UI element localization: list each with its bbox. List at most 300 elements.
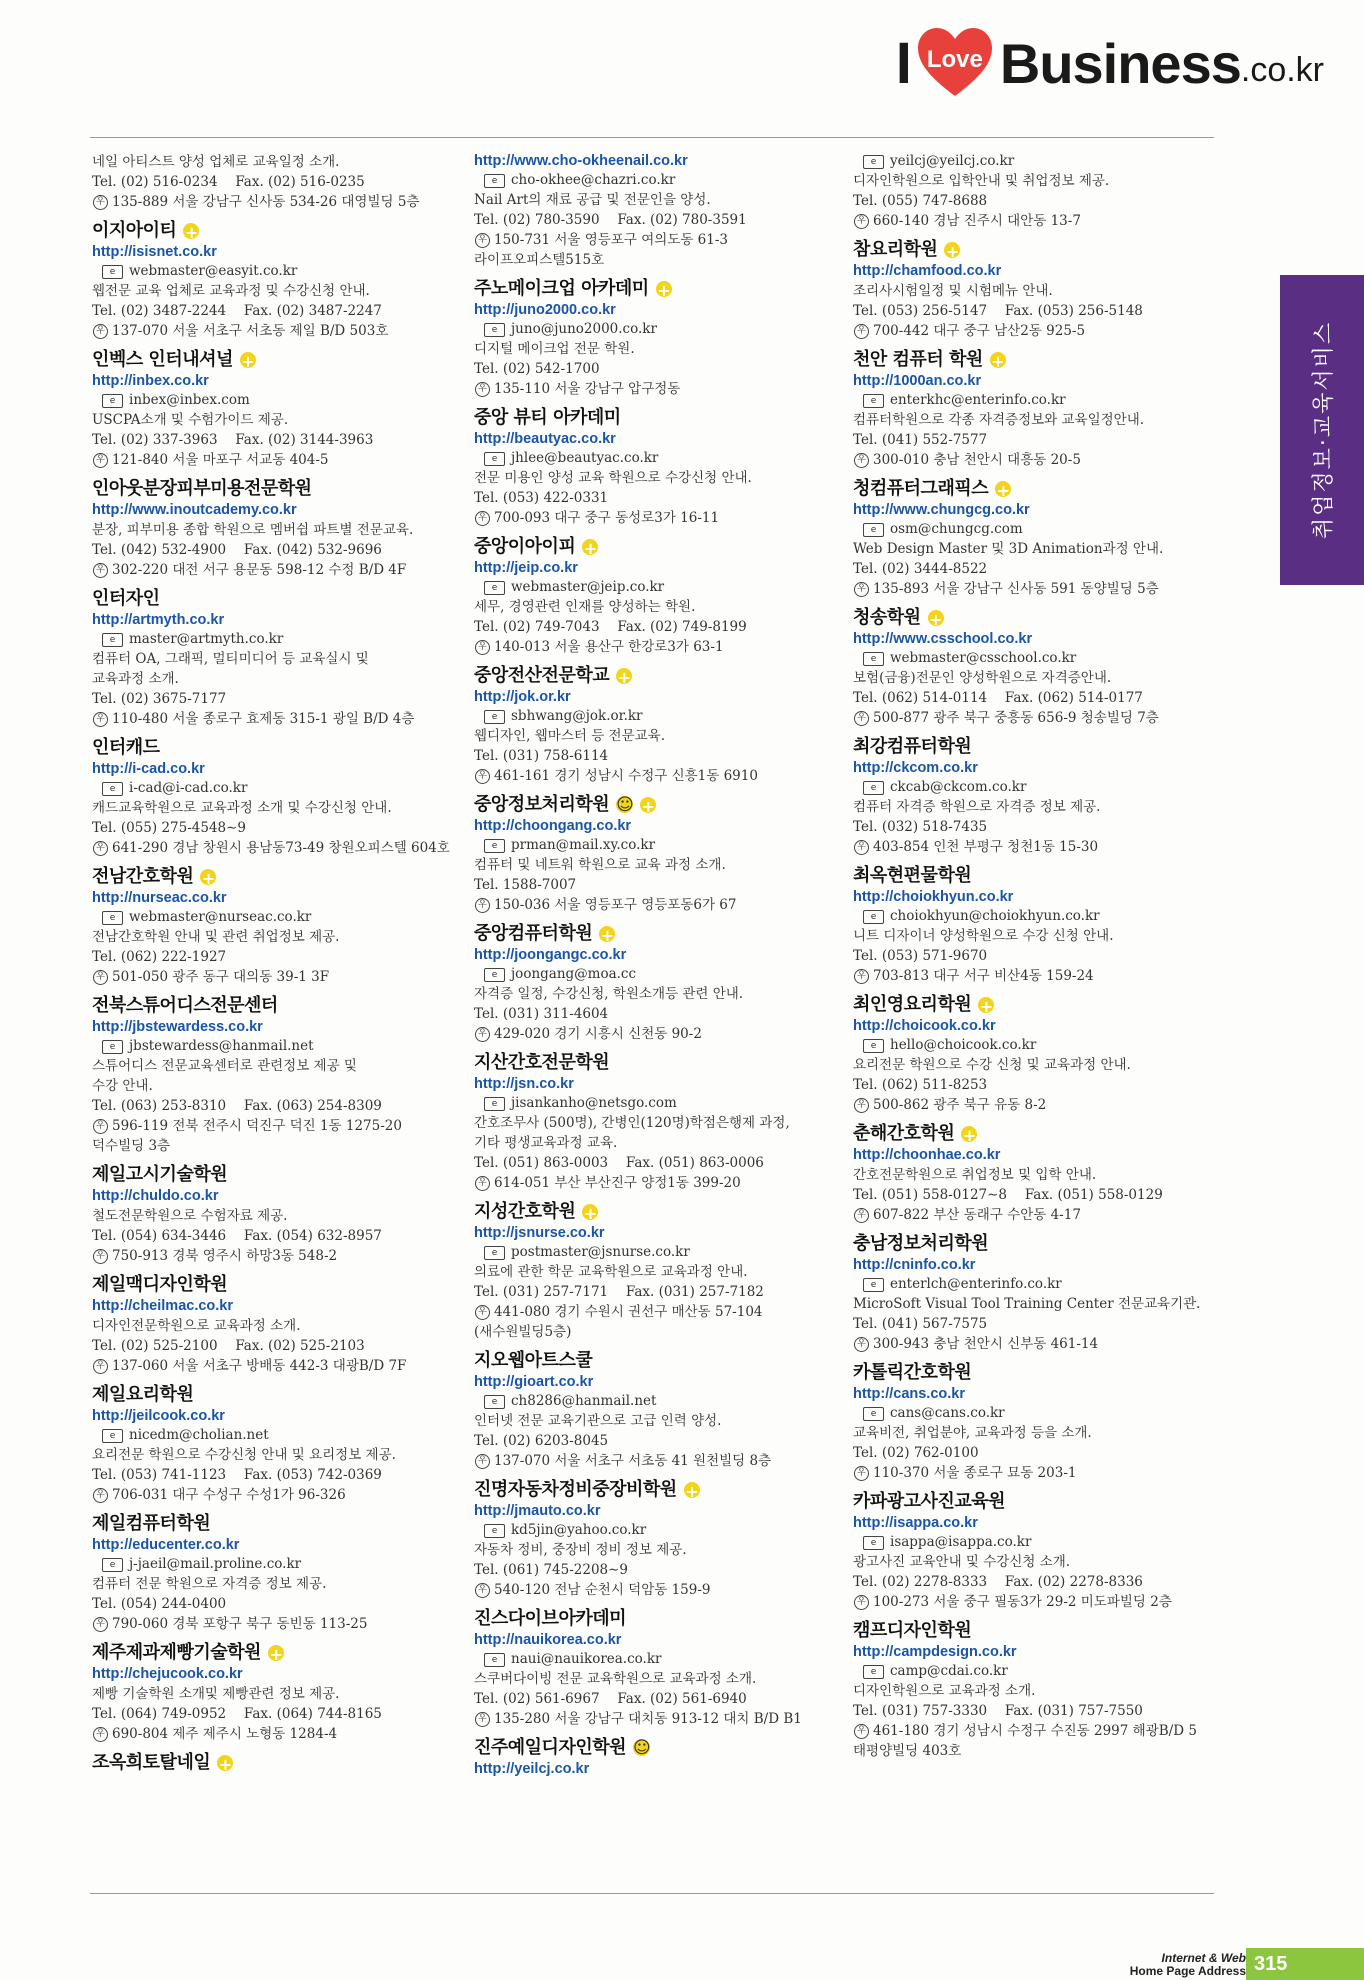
listing-address xyxy=(92,560,462,580)
listing-url-link[interactable]: http://juno2000.co.kr xyxy=(474,302,616,318)
postal-code-icon: 우 xyxy=(854,1098,869,1113)
listing-phone: Tel. (041) 552-7577 xyxy=(853,432,988,448)
listing-entry xyxy=(92,993,462,1156)
recommend-badge-icon xyxy=(961,1126,977,1142)
listing-email-link[interactable]: camp@cdai.co.kr xyxy=(890,1663,1008,1679)
listing-address xyxy=(853,321,1223,341)
listing-url-link[interactable]: http://choongang.co.kr xyxy=(474,818,632,834)
listing-url-link[interactable]: http://cheilmac.co.kr xyxy=(92,1298,234,1314)
listing-phone: Tel. (062) 222-1927 xyxy=(92,949,227,965)
postal-code-icon: 우 xyxy=(475,511,490,526)
listing-address-text: 300-010 충남 천안시 대흥동 20-5 xyxy=(873,452,1081,468)
postal-code-icon: 우 xyxy=(854,1466,869,1481)
listing-description: 조리사시험일정 및 시험메뉴 안내. xyxy=(853,283,1053,299)
listing-email-link[interactable]: master@artmyth.co.kr xyxy=(129,631,284,647)
email-icon: e xyxy=(863,394,884,408)
listing-email-link[interactable]: cans@cans.co.kr xyxy=(890,1405,1005,1421)
listing-email xyxy=(474,1243,844,1262)
listing-address xyxy=(474,1322,844,1342)
listing-address xyxy=(474,230,844,250)
listing-email-link[interactable]: webmaster@nurseac.co.kr xyxy=(129,909,312,925)
email-icon: e xyxy=(863,1039,884,1053)
listing-email-link[interactable]: kd5jin@yahoo.co.kr xyxy=(511,1522,647,1538)
listing-description: MicroSoft Visual Tool Training Center 전문교육기관. xyxy=(853,1296,1201,1312)
listing-address xyxy=(92,450,462,470)
postal-code-icon: 우 xyxy=(854,1724,869,1739)
recommend-badge-icon xyxy=(183,223,199,239)
smiley-badge-icon xyxy=(633,1739,650,1756)
listing-name-text: 제주제과제빵기술학원 xyxy=(92,1642,261,1663)
logo-i: I xyxy=(895,30,912,96)
listing-url-link[interactable]: http://jeilcook.co.kr xyxy=(92,1408,225,1424)
listing-name-text: 진스다이브아카데미 xyxy=(474,1608,626,1629)
listing-description: 전남간호학원 안내 및 관련 취업정보 제공. xyxy=(92,929,340,945)
listing-entry xyxy=(474,792,844,915)
recommend-badge-icon xyxy=(268,1645,284,1661)
listing-name xyxy=(474,1199,844,1224)
listing-phone: Tel. (02) 749-7043 Fax. (02) 749-8199 xyxy=(474,619,747,635)
listing-url-link[interactable]: http://chamfood.co.kr xyxy=(853,263,1002,279)
listing-phone: Tel. (061) 745-2208∼9 xyxy=(474,1562,629,1578)
postal-code-icon: 우 xyxy=(93,563,108,578)
listing-email xyxy=(853,778,1223,797)
listing-email-link[interactable]: yeilcj@yeilcj.co.kr xyxy=(890,153,1015,169)
listing-url-link[interactable]: http://gioart.co.kr xyxy=(474,1374,594,1390)
listing-phone: Tel. (063) 253-8310 Fax. (063) 254-8309 xyxy=(92,1098,382,1114)
listing-address-text: 150-036 서울 영등포구 영등포동6가 67 xyxy=(494,897,737,913)
section-side-tab xyxy=(1280,275,1364,585)
listing-phone: Tel. (041) 567-7575 xyxy=(853,1316,988,1332)
listing-name-text: 중앙 뷰티 아카데미 xyxy=(474,407,621,428)
postal-code-icon: 우 xyxy=(93,195,108,210)
listing-email xyxy=(474,320,844,339)
listing-name-text: 청컴퓨터그래픽스 xyxy=(853,478,989,499)
listing-name xyxy=(853,476,1223,501)
listing-email-link[interactable]: inbex@inbex.com xyxy=(129,392,250,408)
listing-entry xyxy=(474,1199,844,1342)
listing-description: 디지털 메이크업 전문 학원. xyxy=(474,341,635,357)
listing-address xyxy=(853,966,1223,986)
listing-url-link[interactable]: http://jbstewardess.co.kr xyxy=(92,1019,263,1035)
listing-description: 수강 안내. xyxy=(92,1078,153,1094)
postal-code-icon: 우 xyxy=(93,1119,108,1134)
listing-url-link[interactable]: http://yeilcj.co.kr xyxy=(474,1761,590,1777)
listing-entry xyxy=(474,1050,844,1193)
listing-phone: Tel. (053) 741-1123 Fax. (053) 742-0369 xyxy=(92,1467,382,1483)
listing-phone: Tel. (031) 311-4604 xyxy=(474,1006,609,1022)
email-icon: e xyxy=(484,452,505,466)
listing-email-link[interactable]: osm@chungcg.com xyxy=(890,521,1023,537)
listing-description: 컴퓨터 전문 학원으로 자격증 정보 제공. xyxy=(92,1576,327,1592)
listing-address xyxy=(474,1451,844,1471)
listing-email xyxy=(474,578,844,597)
listing-email-link[interactable]: jbstewardess@hanmail.net xyxy=(129,1038,314,1054)
listing-name-text: 충남정보처리학원 xyxy=(853,1233,989,1254)
listing-url-link[interactable]: http://nauikorea.co.kr xyxy=(474,1632,622,1648)
listing-url-link[interactable]: http://cans.co.kr xyxy=(853,1386,965,1402)
listing-entry xyxy=(474,276,844,399)
listing-address xyxy=(853,1095,1223,1115)
listing-email-link[interactable]: jisankanho@netsgo.com xyxy=(511,1095,677,1111)
listing-address xyxy=(474,1302,844,1322)
listing-address xyxy=(474,1024,844,1044)
postal-code-icon: 우 xyxy=(475,898,490,913)
postal-code-icon: 우 xyxy=(475,1712,490,1727)
email-icon: e xyxy=(484,174,505,188)
listing-address xyxy=(853,1463,1223,1483)
listing-description: 자격증 일정, 수강신청, 학원소개등 관련 안내. xyxy=(474,986,744,1002)
listing-entry xyxy=(92,864,462,987)
postal-code-icon: 우 xyxy=(93,841,108,856)
listing-email xyxy=(853,1533,1223,1552)
top-divider xyxy=(90,137,1214,138)
listing-email xyxy=(853,520,1223,539)
listing-name xyxy=(92,476,462,501)
listing-url-link[interactable]: http://campdesign.co.kr xyxy=(853,1644,1017,1660)
listing-description: 스쿠버다이빙 전문 교육학원으로 교육과정 소개. xyxy=(474,1671,757,1687)
listing-address xyxy=(474,1580,844,1600)
postal-code-icon: 우 xyxy=(854,711,869,726)
listing-url-link[interactable]: http://cninfo.co.kr xyxy=(853,1257,976,1273)
listing-name-text: 중앙전산전문학교 xyxy=(474,665,610,686)
listing-url-link[interactable]: http://www.cho-okheenail.co.kr xyxy=(474,153,688,169)
listing-url-link[interactable]: http://jok.or.kr xyxy=(474,689,571,705)
listing-entry xyxy=(92,735,462,858)
email-icon: e xyxy=(863,1536,884,1550)
listing-name-text: 중앙컴퓨터학원 xyxy=(474,923,593,944)
listing-phone: Tel. (053) 571-9670 xyxy=(853,948,988,964)
listing-description: 보험(금융)전문인 양성학원으로 자격증안내. xyxy=(853,670,1112,686)
listing-name xyxy=(853,863,1223,888)
listing-email xyxy=(92,391,462,410)
listing-phone: Tel. (02) 3444-8522 xyxy=(853,561,988,577)
listing-phone: Tel. (02) 2278-8333 Fax. (02) 2278-8336 xyxy=(853,1574,1143,1590)
listing-phone: Tel. (055) 747-8688 xyxy=(853,193,988,209)
listing-url-link[interactable]: http://i-cad.co.kr xyxy=(92,761,205,777)
listing-email-link[interactable]: joongang@moa.cc xyxy=(511,966,637,982)
listing-description: 요리전문 학원으로 수강 신청 및 교육과정 안내. xyxy=(853,1057,1131,1073)
listing-description: 네일 아티스트 양성 업체로 교육일정 소개. xyxy=(92,154,340,170)
recommend-badge-icon xyxy=(684,1482,700,1498)
listing-phone: Tel. (02) 337-3963 Fax. (02) 3144-3963 xyxy=(92,432,374,448)
listing-phone: Tel. (051) 863-0003 Fax. (051) 863-0006 xyxy=(474,1155,764,1171)
listing-address xyxy=(92,1116,462,1136)
listing-email-link[interactable]: jhlee@beautyac.co.kr xyxy=(511,450,659,466)
listing-email xyxy=(92,779,462,798)
listing-address-text: 135-893 서울 강남구 신사동 591 동양빌딩 5층 xyxy=(873,581,1159,597)
listing-phone: Tel. (032) 518-7435 xyxy=(853,819,988,835)
listing-email-link[interactable]: sbhwang@jok.or.kr xyxy=(511,708,643,724)
listing-address xyxy=(92,1614,462,1634)
email-icon: e xyxy=(102,1040,123,1054)
listing-address-text: 100-273 서울 중구 필동3가 29-2 미도파빌딩 2층 xyxy=(873,1594,1172,1610)
listing-address xyxy=(92,967,462,987)
listing-phone: Tel. (054) 244-0400 xyxy=(92,1596,227,1612)
listing-name-text: 조옥희토탈네일 xyxy=(92,1752,211,1773)
postal-code-icon: 우 xyxy=(475,1176,490,1191)
listing-address-text: 540-120 전남 순천시 덕암동 159-9 xyxy=(494,1582,711,1598)
listing-name xyxy=(92,993,462,1018)
listing-entry xyxy=(853,605,1223,728)
listing-address-text: 500-877 광주 북구 중흥동 656-9 청송빌딩 7층 xyxy=(873,710,1159,726)
listing-email-link[interactable]: isappa@isappa.co.kr xyxy=(890,1534,1032,1550)
listing-entry xyxy=(853,237,1223,341)
listing-description: 디자인학원으로 입학안내 및 취업정보 제공. xyxy=(853,173,1110,189)
listing-url-link[interactable]: http://joongangc.co.kr xyxy=(474,947,627,963)
listing-address-text: 614-051 부산 부산진구 양정1동 399-20 xyxy=(494,1175,741,1191)
listing-address-text: 700-093 대구 중구 동성로3가 16-11 xyxy=(494,510,720,526)
listing-url-link[interactable]: http://1000an.co.kr xyxy=(853,373,982,389)
email-icon: e xyxy=(484,581,505,595)
listing-url-link[interactable]: http://jsnurse.co.kr xyxy=(474,1225,605,1241)
listing-email xyxy=(474,1392,844,1411)
listing-entry xyxy=(92,1640,462,1744)
masthead-logo xyxy=(896,18,1324,108)
email-icon: e xyxy=(102,782,123,796)
listing-address xyxy=(474,250,844,270)
listing-name-text: 인벡스 인터내셔널 xyxy=(92,349,233,370)
listing-entry xyxy=(853,1360,1223,1483)
postal-code-icon: 우 xyxy=(475,769,490,784)
listing-address xyxy=(853,708,1223,728)
listing-address xyxy=(474,766,844,786)
listing-name xyxy=(474,1348,844,1373)
listing-address-text: 135-889 서울 강남구 신사동 534-26 대영빌딩 5층 xyxy=(112,194,420,210)
listing-name-text: 지오웹아트스쿨 xyxy=(474,1350,593,1371)
listing-description: Web Design Master 및 3D Animation과정 안내. xyxy=(853,541,1164,557)
section-side-tab-label: 취업정보·교육서비스 xyxy=(1311,320,1337,540)
listing-name-text: 제일맥디자인학원 xyxy=(92,1274,228,1295)
listing-address-text: 덕수빌딩 3층 xyxy=(92,1138,171,1154)
listing-url-link[interactable]: http://jsn.co.kr xyxy=(474,1076,574,1092)
listing-entry xyxy=(474,534,844,657)
listing-email xyxy=(92,262,462,281)
recommend-badge-icon xyxy=(928,610,944,626)
listing-url-link[interactable]: http://choicook.co.kr xyxy=(853,1018,996,1034)
listing-name-text: 천안 컴퓨터 학원 xyxy=(853,349,983,370)
listing-description: 간호전문학원으로 취업정보 및 입학 안내. xyxy=(853,1167,1097,1183)
listing-email-link[interactable]: webmaster@jeip.co.kr xyxy=(511,579,665,595)
listing-address-text: 429-020 경기 시흥시 신천동 90-2 xyxy=(494,1026,702,1042)
listing-address-text: 137-070 서울 서초구 서초동 41 원천빌딩 8층 xyxy=(494,1453,772,1469)
listing-url-link[interactable]: http://ckcom.co.kr xyxy=(853,760,978,776)
listing-phone: Tel. (055) 275-4548∼9 xyxy=(92,820,247,836)
listing-entry xyxy=(474,1606,844,1729)
listing-name xyxy=(474,276,844,301)
listing-address-text: 140-013 서울 용산구 한강로3가 63-1 xyxy=(494,639,724,655)
postal-code-icon: 우 xyxy=(854,1208,869,1223)
listing-url-link[interactable]: http://chejucook.co.kr xyxy=(92,1666,243,1682)
listing-address xyxy=(92,1724,462,1744)
page-number: 315 xyxy=(1246,1948,1364,1980)
listing-email xyxy=(474,1521,844,1540)
listing-entry xyxy=(92,1511,462,1634)
listing-url-link[interactable]: http://choonhae.co.kr xyxy=(853,1147,1001,1163)
listing-address-text: 790-060 경북 포항구 북구 동빈동 113-25 xyxy=(112,1616,368,1632)
listing-name-text: 제일요리학원 xyxy=(92,1384,194,1405)
listing-address-text: 135-280 서울 강남구 대치동 913-12 대치 B/D B1 xyxy=(494,1711,802,1727)
recommend-badge-icon xyxy=(582,1204,598,1220)
listing-name xyxy=(92,1640,462,1665)
listing-email xyxy=(474,707,844,726)
listing-description: 자동차 정비, 중장비 정비 정보 제공. xyxy=(474,1542,687,1558)
listing-email xyxy=(853,152,1223,171)
listing-email-link[interactable]: ch8286@hanmail.net xyxy=(511,1393,657,1409)
listing-entry xyxy=(92,347,462,470)
listing-description: 교육비전, 취업분야, 교육과정 등을 소개. xyxy=(853,1425,1092,1441)
postal-code-icon: 우 xyxy=(854,840,869,855)
listing-address-text: 700-442 대구 중구 남산2동 925-5 xyxy=(873,323,1086,339)
listing-email-link[interactable]: choiokhyun@choiokhyun.co.kr xyxy=(890,908,1100,924)
recommend-badge-icon xyxy=(217,1755,233,1771)
listing-name xyxy=(92,1750,462,1775)
listing-url-link[interactable]: http://choiokhyun.co.kr xyxy=(853,889,1014,905)
listing-name xyxy=(853,1489,1223,1514)
listing-address xyxy=(853,1334,1223,1354)
listing-description: 광고사진 교육안내 및 수강신청 소개. xyxy=(853,1554,1071,1570)
recommend-badge-icon xyxy=(582,539,598,555)
listing-address xyxy=(474,637,844,657)
listing-entry xyxy=(92,218,462,341)
recommend-badge-icon xyxy=(640,797,656,813)
email-icon: e xyxy=(863,652,884,666)
recommend-badge-icon xyxy=(978,997,994,1013)
postal-code-icon: 우 xyxy=(854,1337,869,1352)
email-icon: e xyxy=(863,523,884,537)
listing-entry xyxy=(474,405,844,528)
listing-address xyxy=(853,1205,1223,1225)
listing-url-link[interactable]: http://chuldo.co.kr xyxy=(92,1188,219,1204)
listing-email-link[interactable]: postmaster@jsnurse.co.kr xyxy=(511,1244,690,1260)
listing-email-link[interactable]: nicedm@cholian.net xyxy=(129,1427,269,1443)
postal-code-icon: 우 xyxy=(475,1027,490,1042)
recommend-badge-icon xyxy=(995,481,1011,497)
listing-address xyxy=(474,379,844,399)
listing-url-link[interactable]: http://www.inoutcademy.co.kr xyxy=(92,502,297,518)
listing-address-text: 596-119 전북 전주시 덕진구 덕진 1동 1275-20 xyxy=(112,1118,402,1134)
listing-description: 의료에 관한 학문 교육학원으로 교육과정 안내. xyxy=(474,1264,748,1280)
listing-email-link[interactable]: ckcab@ckcom.co.kr xyxy=(890,779,1027,795)
listing-entry xyxy=(853,1231,1223,1354)
listing-address-text: 135-110 서울 강남구 압구정동 xyxy=(494,381,681,397)
listing-email-link[interactable]: webmaster@csschool.co.kr xyxy=(890,650,1077,666)
listing-name xyxy=(474,1050,844,1075)
listing-description: 캐드교육학원으로 교육과정 소개 및 수강신청 안내. xyxy=(92,800,392,816)
listing-url-link[interactable]: http://isisnet.co.kr xyxy=(92,244,217,260)
listing-description: Nail Art의 재료 공급 및 전문인을 양성. xyxy=(474,192,711,208)
email-icon: e xyxy=(102,911,123,925)
listing-entry xyxy=(474,1348,844,1471)
email-icon: e xyxy=(484,1246,505,1260)
listing-address-text: 403-854 인천 부평구 청천1동 15-30 xyxy=(873,839,1099,855)
listing-entry xyxy=(92,1382,462,1505)
listing-url-link[interactable]: http://beautyac.co.kr xyxy=(474,431,616,447)
listing-address xyxy=(92,321,462,341)
listing-phone: Tel. (042) 532-4900 Fax. (042) 532-9696 xyxy=(92,542,382,558)
listing-address-text: 137-070 서울 서초구 서초동 제일 B/D 503호 xyxy=(112,323,389,339)
listing-address xyxy=(92,192,462,212)
listing-name xyxy=(474,663,844,688)
listing-entry xyxy=(853,1121,1223,1225)
listing-email-link[interactable]: j-jaeil@mail.proline.co.kr xyxy=(129,1556,302,1572)
listing-url-link[interactable]: http://nurseac.co.kr xyxy=(92,890,227,906)
listing-entry xyxy=(853,152,1223,231)
postal-code-icon: 우 xyxy=(93,1359,108,1374)
listing-entry xyxy=(853,1618,1223,1761)
recommend-badge-icon xyxy=(990,352,1006,368)
listing-email-link[interactable]: hello@choicook.co.kr xyxy=(890,1037,1037,1053)
listing-address-text: 150-731 서울 영등포구 여의도동 61-3 xyxy=(494,232,728,248)
listing-phone: Tel. 1588-7007 xyxy=(474,877,577,893)
listing-name xyxy=(474,921,844,946)
listing-address xyxy=(92,709,462,729)
listing-description: 웹디자인, 웹마스터 등 전문교육. xyxy=(474,728,665,744)
email-icon: e xyxy=(863,1665,884,1679)
postal-code-icon: 우 xyxy=(93,1249,108,1264)
listing-url-link[interactable]: http://www.chungcg.co.kr xyxy=(853,502,1030,518)
listing-email-link[interactable]: prman@mail.xy.co.kr xyxy=(511,837,656,853)
listing-entry xyxy=(92,476,462,580)
email-icon: e xyxy=(863,781,884,795)
listing-url-link[interactable]: http://www.csschool.co.kr xyxy=(853,631,1033,647)
directory-column-1 xyxy=(92,152,462,1781)
listing-email-link[interactable]: webmaster@easyit.co.kr xyxy=(129,263,298,279)
listing-url-link[interactable]: http://inbex.co.kr xyxy=(92,373,209,389)
listing-address-text: 태평양빌딩 403호 xyxy=(853,1743,962,1759)
recommend-badge-icon xyxy=(599,926,615,942)
listing-name xyxy=(853,992,1223,1017)
listing-address-text: 750-913 경북 영주시 하망3동 548-2 xyxy=(112,1248,338,1264)
listing-entry xyxy=(92,586,462,729)
listing-entry xyxy=(474,1477,844,1600)
listing-email-link[interactable]: naui@nauikorea.co.kr xyxy=(511,1651,662,1667)
listing-url-link[interactable]: http://artmyth.co.kr xyxy=(92,612,225,628)
listing-description: 디자인학원으로 교육과정 소개. xyxy=(853,1683,1036,1699)
listing-description: 기타 평생교육과정 교육. xyxy=(474,1135,618,1151)
listing-name-text: 지성간호학원 xyxy=(474,1201,576,1222)
listing-description: 분장, 피부미용 종합 학원으로 멤버쉽 파트별 전문교육. xyxy=(92,522,414,538)
listing-email-link[interactable]: juno@juno2000.co.kr xyxy=(511,321,657,337)
listing-url-link[interactable]: http://educenter.co.kr xyxy=(92,1537,240,1553)
listing-url-link[interactable]: http://jmauto.co.kr xyxy=(474,1503,601,1519)
email-icon: e xyxy=(484,1097,505,1111)
listing-email-link[interactable]: enterlch@enterinfo.co.kr xyxy=(890,1276,1062,1292)
footer-line-2: Home Page Address xyxy=(1129,1964,1246,1978)
listing-phone: Tel. (031) 757-3330 Fax. (031) 757-7550 xyxy=(853,1703,1143,1719)
listing-name-text: 캠프디자인학원 xyxy=(853,1620,972,1641)
listing-url-link[interactable]: http://isappa.co.kr xyxy=(853,1515,978,1531)
listing-email-link[interactable]: cho-okhee@chazri.co.kr xyxy=(511,172,676,188)
listing-email-link[interactable]: enterkhc@enterinfo.co.kr xyxy=(890,392,1066,408)
listing-phone: Tel. (02) 780-3590 Fax. (02) 780-3591 xyxy=(474,212,747,228)
listing-url-link[interactable]: http://jeip.co.kr xyxy=(474,560,578,576)
recommend-badge-icon xyxy=(616,668,632,684)
directory-column-2 xyxy=(474,152,844,1785)
listing-address-text: 461-161 경기 성남시 수정구 신흥1동 6910 xyxy=(494,768,758,784)
listing-email xyxy=(92,908,462,927)
postal-code-icon: 우 xyxy=(93,970,108,985)
postal-code-icon: 우 xyxy=(854,582,869,597)
listing-name-text: 최옥현편물학원 xyxy=(853,865,972,886)
listing-description: 컴퓨터 및 네트워 학원으로 교육 과정 소개. xyxy=(474,857,726,873)
listing-name xyxy=(92,347,462,372)
listing-email xyxy=(474,1094,844,1113)
listing-phone: Tel. (053) 422-0331 xyxy=(474,490,609,506)
listing-email-link[interactable]: i-cad@i-cad.co.kr xyxy=(129,780,248,796)
postal-code-icon: 우 xyxy=(854,214,869,229)
listing-name-text: 최강컴퓨터학원 xyxy=(853,736,972,757)
listing-name xyxy=(92,1162,462,1187)
